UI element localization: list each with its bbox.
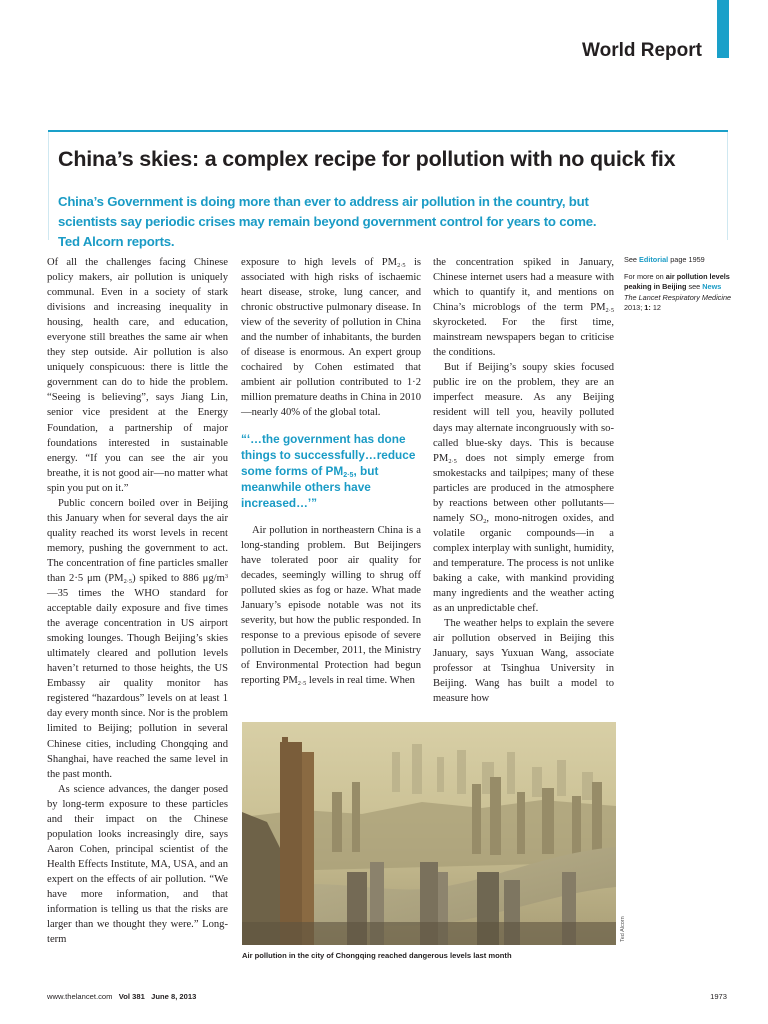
footer: www.thelancet.com Vol 381 June 8, 2013 xyxy=(47,992,197,1001)
city-smog-photo xyxy=(242,722,616,945)
standfirst: China’s Government is doing more than ever to address air pollution in the country, but scientists say periodic crises may remain beyond government control for years to come. Ted Alcorn reports. xyxy=(58,194,597,249)
paragraph: But if Beijing’s soupy skies focused public ire on the problem, they are an imperfect measure. As any Beijing resident will tell you, heavily polluted days may alternate incongruously with so-called blue-sky days. This is because $PM_{2\cdot 5}$ does not simply emerge from smokestacks and tailpipes; many of these particles are produced in the atmosphere by reactions between other pollutants—namely $SO_2$, mono-nitrogen oxides, and volatile organic compounds—in a complex interplay with sunlight, humidity, and temperature. The process is not unlike baking a cake, with mankind providing many ingredients and the weather acting as an unpredictable chef. xyxy=(433,362,614,615)
editorial-link[interactable]: Editorial xyxy=(639,255,669,264)
column-3 xyxy=(433,255,614,706)
paragraph: Public concern boiled over in Beijing this January when for several days the air quality reached its worst levels in recent memory, pushing the government to act. The concentration of fine particles smaller than 2·5 μm $(PM_{2\cdot 5})$ spiked to 886 $\mu g/m^3—35$ times the WHO standard for acceptable daily exposure and five times the average concentration in US airport smoking lounges. Though Beijing’s skies ultimately cleared and pollution levels haven’t returned to those heights, the US Embassy air quality monitor has registered “hazardous” levels on at least 1 day every month since. Nor is the problem limited to Beijing; pollution in several Chinese cities, including Chongqing and Shanghai, have reached the same level in the past month. xyxy=(47,497,228,780)
sidebar-note-editorial: See Editorial page 1959 xyxy=(624,255,705,264)
paragraph: the concentration spiked in January, Chinese internet users had a measure with which to quantify it, and mentions on China’s microblogs of the term $PM_{2\cdot 5}$ skyrocketed. For the first time, mainstream newspapers began to criticise the conditions. xyxy=(433,257,614,359)
page-number: 1973 xyxy=(710,992,727,1001)
sidebar-note-news: For more on air pollution levels peaking in Beijing see News The Lancet Respiratory Medicine 2013; 1: 12 xyxy=(624,271,732,312)
news-link[interactable]: News xyxy=(702,282,722,291)
paragraph: The weather helps to explain the severe air pollution observed in Beijing this January, says Yuxuan Wang, associate professor at Tsinghua University in Beijing. Wang has built a model to measure how xyxy=(433,618,614,705)
site-url[interactable]: www.thelancet.com xyxy=(47,992,113,1001)
accent-bar xyxy=(717,0,729,58)
article-title: China’s skies: a complex recipe for pollution with no quick fix xyxy=(58,147,676,171)
paragraph: Air pollution in northeastern China is a long-standing problem. But Beijingers have tolerated poor air quality for decades, seemingly willing to shrug off polluted skies as fog or haze. What made January’s episode notable was not its severity, but how the public responded. In response to a previous episode of severe pollution in December, 2011, the Ministry of Environmental Protection had begun reporting $PM_{2\cdot 5}$ levels in real time. When xyxy=(241,524,421,687)
paragraph: exposure to high levels of $PM_{2\cdot 5}$ is associated with high risks of ischaemic heart disease, stroke, lung cancer, and chronic obstructive pulmonary disease. In view of the severity of pollution in China and the number of inhabitants, the burden of disease is enormous. An expert group cochaired by Cohen estimated that ambient air pollution contributed to 1·2 million premature deaths in China in 2010—nearly 40% of the global total. xyxy=(241,257,422,419)
column-2 xyxy=(241,255,421,688)
photo-credit: Ted Alcorn xyxy=(620,916,626,942)
sidebar-notes xyxy=(624,255,742,320)
section-label: World Report xyxy=(582,40,702,61)
paragraph: As science advances, the danger posed by long-term exposure to these particles and their impact on the Chinese population looks increasingly dire, says Aaron Cohen, principal scientist of the Health Effects Institute, MA, USA, and an expert on the effects of air pollution. “We have more information, and that information is telling us that the risks are larger than we thought they were.” Long-term xyxy=(47,783,228,946)
pull-quote: “‘…the government has done things to successfully…reduce some forms of $PM_{2\cdot 5}$, but meanwhile others have increased…’” xyxy=(241,431,416,510)
paragraph: Of all the challenges facing Chinese policy makers, air pollution is uniquely communal. Even in a society of stark divisions and increasing inequality in housing, health care, and education, everyone still breathes the same air when they step outside. Air pollution is also uniquely conspicuous: there is little the government can do to hide the problem. “Seeing is believing”, says Jiang Lin, senior vice president at the Energy Foundation, a partnership of major foundations interested in sustainable energy. “If you can see the air you breathe, it is not good air—no matter what spin you put on it.” xyxy=(47,257,228,494)
column-1 xyxy=(47,255,228,947)
photo-caption: Air pollution in the city of Chongqing reached dangerous levels last month xyxy=(242,951,512,960)
